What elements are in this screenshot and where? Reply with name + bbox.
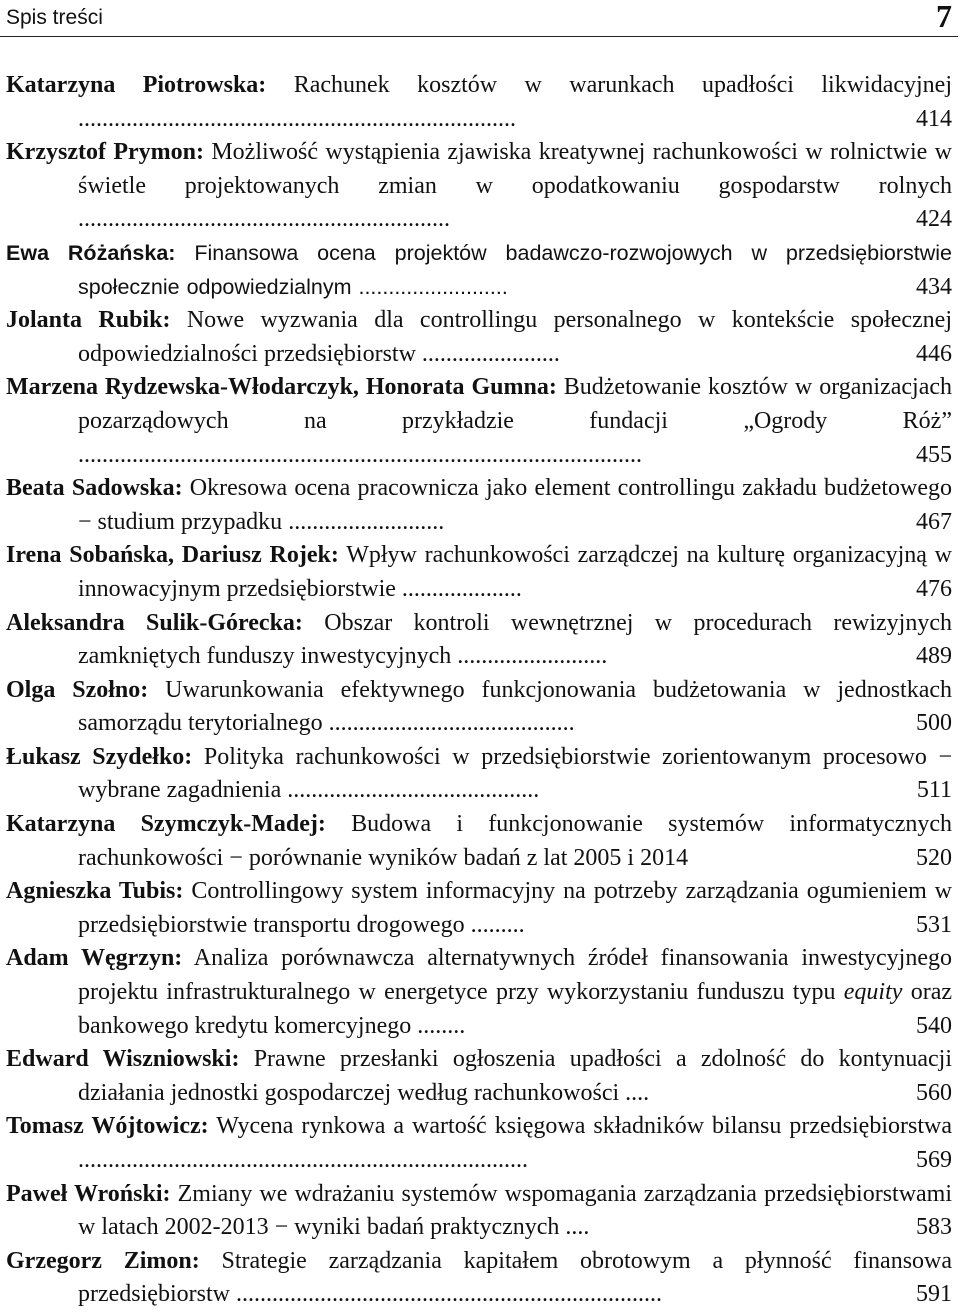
entry-page: 540 xyxy=(916,1012,952,1039)
entry-text xyxy=(6,808,952,875)
entry-title: Obszar kontroli wewnętrznej w procedurach rewizyjnych zamkniętych funduszy inwestycyjnych xyxy=(78,609,952,670)
entry-leader: .............................................................. xyxy=(78,206,450,233)
entry-authors: Adam Węgrzyn: xyxy=(6,945,183,972)
entry-text xyxy=(6,1245,952,1312)
entry-text xyxy=(6,371,952,472)
entry-title: Budowa i funkcjonowanie systemów informatycznych rachunkowości − porównanie wyników badań z lat 2005 i 2014 xyxy=(78,811,953,871)
entry-page: 511 xyxy=(916,777,952,804)
toc-entry[interactable] xyxy=(6,472,956,539)
entry-leader: ......................................................................... xyxy=(78,105,516,132)
entry-leader: ........ xyxy=(417,1012,466,1039)
toc-entry[interactable] xyxy=(6,69,956,136)
entry-page: 424 xyxy=(916,206,952,233)
entry-leader: .......................... xyxy=(288,508,445,535)
entry-text xyxy=(6,472,952,539)
entry-title: Wycena rynkowa a wartość księgowa składników bilansu przedsiębiorstwa xyxy=(216,1113,952,1140)
running-title: Spis treści xyxy=(6,6,103,29)
entry-page: 591 xyxy=(916,1281,952,1308)
entry-title: Zmiany we wdrażaniu systemów wspomagania zarządzania przedsiębiorstwami w latach 2002-2013 − wyniki badań praktycznych xyxy=(78,1180,953,1241)
toc-entry[interactable] xyxy=(6,674,956,741)
entry-text xyxy=(6,1178,952,1245)
entry-leader: .... xyxy=(565,1214,590,1241)
entry-leader: .................... xyxy=(401,575,522,602)
entry-leader: ......... xyxy=(470,911,525,938)
entry-title-part: oraz bankowego kredytu komercyjnego xyxy=(78,979,953,1039)
entry-authors: Ewa Różańska: xyxy=(6,240,176,265)
entry-authors: Olga Szołno: xyxy=(6,676,149,703)
entry-leader: ......................... xyxy=(457,643,608,670)
toc-entry[interactable] xyxy=(6,136,956,237)
entry-title: Finansowa ocena projektów badawczo-rozwojowych w przedsiębiorstwie społecznie odpowiedzialnym xyxy=(78,240,952,299)
entry-authors: Marzena Rydzewska-Włodarczyk, Honorata Gumna: xyxy=(6,374,557,401)
entry-text xyxy=(6,674,952,741)
entry-authors: Aleksandra Sulik-Górecka: xyxy=(6,609,303,636)
entry-text xyxy=(6,69,952,136)
entry-leader: ....................... xyxy=(421,340,560,367)
entry-authors: Irena Sobańska, Dariusz Rojek: xyxy=(6,542,339,569)
entry-text xyxy=(6,304,952,371)
entry-title: Nowe wyzwania dla controllingu personalnego w kontekście społecznej odpowiedzialności przedsiębiorstw xyxy=(78,307,952,367)
entry-title: Polityka rachunkowości w przedsiębiorstwie zorientowanym procesowo − wybrane zagadnienia xyxy=(78,743,952,804)
entry-page: 414 xyxy=(916,105,952,132)
entry-leader: .............................................................................................. xyxy=(78,441,642,468)
entry-page: 500 xyxy=(916,710,952,737)
entry-authors: Paweł Wroński: xyxy=(6,1180,171,1207)
entry-page: 446 xyxy=(916,340,952,367)
toc-entry[interactable] xyxy=(6,539,956,606)
entry-authors: Katarzyna Szymczyk-Madej: xyxy=(6,811,326,838)
entry-title-part: Analiza porównawcza alternatywnych źródeł finansowania inwestycyjnego projektu infrastrukturalnego w energetyce przy wykorzystaniu funduszu typu xyxy=(78,945,952,1006)
entry-title: Okresowa ocena pracownicza jako element controllingu zakładu budżetowego − studium przypadku xyxy=(78,475,952,535)
entry-page: 520 xyxy=(916,844,952,871)
entry-text xyxy=(6,741,952,808)
entry-authors: Agnieszka Tubis: xyxy=(6,878,184,905)
entry-leader: ....................................................................... xyxy=(235,1281,662,1308)
entry-page: 476 xyxy=(916,575,952,602)
entry-title: Strategie zarządzania kapitałem obrotowym a płynność finansowa przedsiębiorstw xyxy=(78,1247,953,1308)
entry-leader: .......................................... xyxy=(287,777,540,804)
entry-title-italic: equity xyxy=(843,979,903,1006)
entry-page: 583 xyxy=(916,1214,952,1241)
entry-authors: Katarzyna Piotrowska: xyxy=(6,72,267,98)
entry-text xyxy=(6,1110,952,1177)
entry-authors: Łukasz Szydełko: xyxy=(6,743,193,770)
toc-entry[interactable] xyxy=(6,808,956,875)
toc-entry[interactable] xyxy=(6,1043,956,1110)
entry-title: Budżetowanie kosztów w organizacjach pozarządowych na przykładzie fundacji „Ogrody Róż” xyxy=(78,374,952,434)
entry-title: Rachunek kosztów w warunkach upadłości likwidacyjnej xyxy=(293,72,952,98)
toc-entry[interactable] xyxy=(6,371,956,472)
entry-text xyxy=(6,136,952,237)
entry-page: 467 xyxy=(916,508,952,535)
entry-title: Wpływ rachunkowości zarządczej na kulturę organizacyjną w innowacyjnym przedsiębiorstwie xyxy=(78,542,952,602)
entry-leader: ......................... xyxy=(358,274,508,299)
entry-text xyxy=(6,942,952,1043)
entry-title: Uwarunkowania efektywnego funkcjonowania budżetowania w jednostkach samorządu terytorialnego xyxy=(78,676,952,737)
entry-text xyxy=(6,237,952,304)
entry-text xyxy=(6,1043,952,1110)
entry-title xyxy=(78,945,952,1038)
entry-page: 455 xyxy=(916,441,952,468)
toc-entry[interactable] xyxy=(6,942,956,1043)
entry-authors: Edward Wiszniowski: xyxy=(6,1046,240,1073)
entry-page: 434 xyxy=(916,273,952,300)
entry-title: Prawne przesłanki ogłoszenia upadłości a zdolność do kontynuacji działania jednostki gospodarczej według rachunkowości xyxy=(78,1046,952,1106)
toc-entry[interactable] xyxy=(6,304,956,371)
page-header xyxy=(0,0,958,37)
entry-title: Controllingowy system informacyjny na potrzeby zarządzania ogumieniem w przedsiębiorstwie transportu drogowego xyxy=(78,878,953,938)
entry-leader: ......................................... xyxy=(328,710,575,737)
toc-entry[interactable] xyxy=(6,741,956,808)
toc-entry[interactable] xyxy=(6,237,956,304)
entry-title: Możliwość wystąpienia zjawiska kreatywnej rachunkowości w rolnictwie w świetle projektowanych zmian w opodatkowaniu gospodarstw rolnych xyxy=(78,139,953,199)
entry-text xyxy=(6,539,952,606)
entry-authors: Tomasz Wójtowicz: xyxy=(6,1113,209,1140)
entry-authors: Grzegorz Zimon: xyxy=(6,1247,200,1274)
entry-page: 531 xyxy=(916,911,952,938)
toc-entry[interactable] xyxy=(6,607,956,674)
page-number: 7 xyxy=(936,0,952,34)
entry-page: 560 xyxy=(916,1079,952,1106)
toc-entry[interactable] xyxy=(6,1110,956,1177)
entry-page: 569 xyxy=(916,1147,952,1173)
entry-authors: Krzysztof Prymon: xyxy=(6,139,204,166)
entry-leader: ........................................................................... xyxy=(78,1147,528,1173)
entry-authors: Jolanta Rubik: xyxy=(6,307,171,334)
entry-text xyxy=(6,607,952,674)
toc-entry[interactable] xyxy=(6,1178,956,1245)
entry-leader: .... xyxy=(625,1079,650,1106)
entry-page: 489 xyxy=(916,643,952,670)
entry-text xyxy=(6,875,952,942)
table-of-contents xyxy=(6,69,956,1312)
entry-authors: Beata Sadowska: xyxy=(6,475,183,502)
toc-entry[interactable] xyxy=(6,875,956,942)
toc-entry[interactable] xyxy=(6,1245,956,1312)
